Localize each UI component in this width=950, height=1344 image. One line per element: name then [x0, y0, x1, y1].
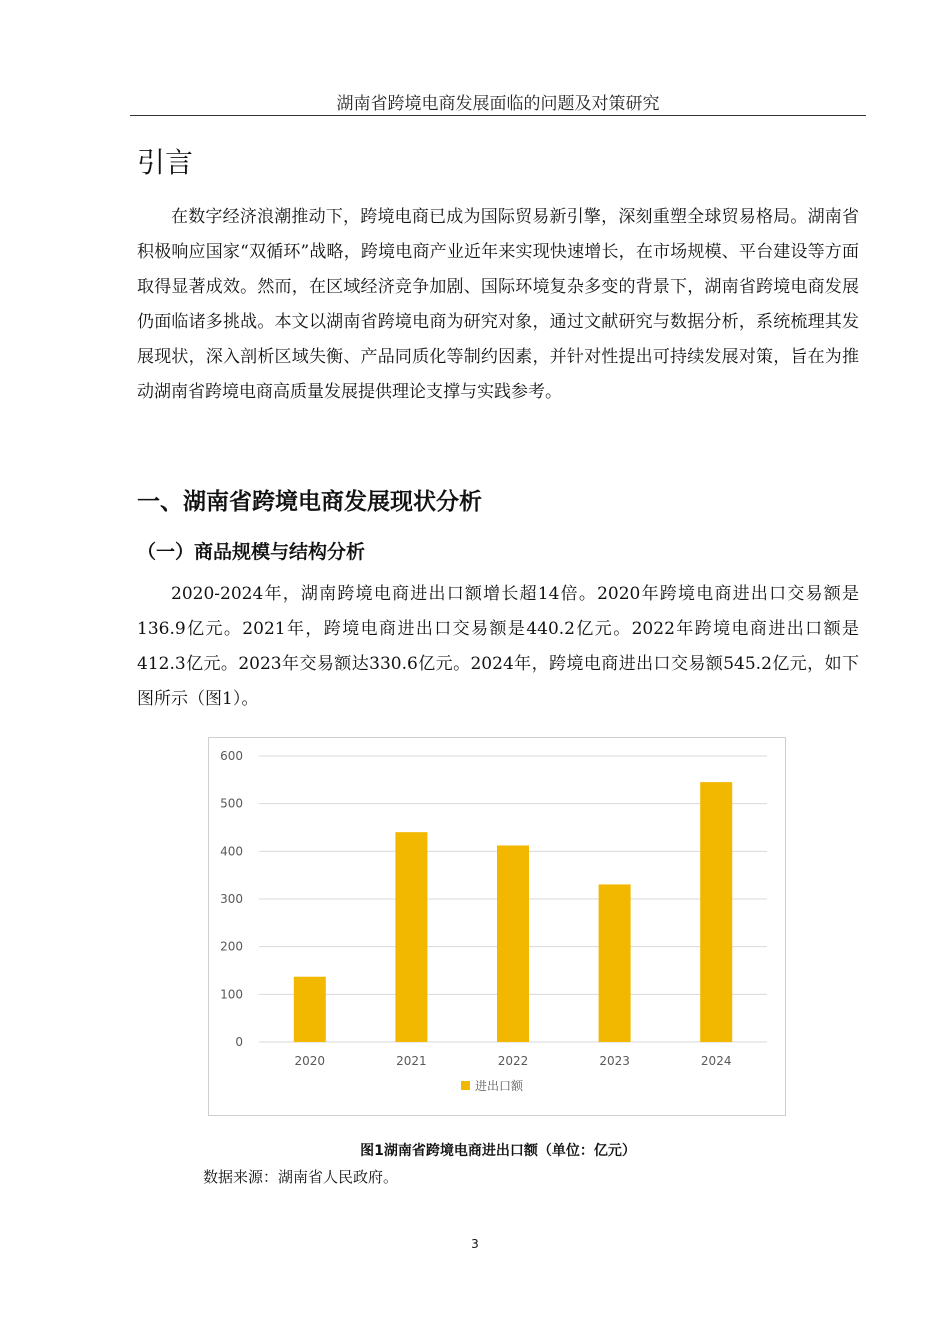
page-number: 3: [471, 1237, 479, 1251]
y-tick-label: 0: [235, 1035, 243, 1049]
intro-heading: 引言: [137, 146, 194, 179]
figure-caption: 图1湖南省跨境电商进出口额（单位：亿元）: [360, 1143, 636, 1159]
y-tick-label: 100: [220, 987, 243, 1002]
subsection-heading: （一）商品规模与结构分析: [137, 541, 366, 563]
section-heading: 一、湖南省跨境电商发展现状分析: [137, 489, 482, 515]
bar-2023: [599, 884, 631, 1042]
subsection-paragraph: 2020-2024年，湖南跨境电商进出口额增长超14倍。2020年跨境电商进出口交易额是136.9亿元。2021年，跨境电商进出口交易额是440.2亿元。2022年跨境电商进出口额是412.3亿元。2023年交易额达330.6亿元。2024年，跨境电商进出口交易额545.2亿元，如下图所示（图1）。: [137, 584, 859, 709]
y-tick-label: 600: [220, 749, 243, 763]
bar-chart: [208, 737, 786, 1116]
x-tick-label: 2022: [497, 1054, 529, 1068]
bar-2022: [497, 845, 529, 1042]
bar-2020: [294, 977, 326, 1042]
header-rule: [130, 115, 866, 116]
y-tick-label: 200: [220, 939, 243, 954]
bar-chart-svg: [209, 738, 785, 1115]
figure-source: 数据来源：湖南省人民政府。: [203, 1168, 399, 1186]
y-tick-label: 500: [220, 796, 243, 811]
bar-2024: [700, 782, 732, 1042]
x-tick-label: 2023: [599, 1054, 630, 1068]
y-tick-label: 300: [220, 892, 243, 906]
x-tick-label: 2024: [700, 1054, 732, 1068]
x-tick-label: 2020: [294, 1054, 326, 1068]
x-tick-label: 2021: [396, 1054, 427, 1068]
running-header: 湖南省跨境电商发展面临的问题及对策研究: [336, 94, 660, 114]
legend-label: 进出口额: [475, 1079, 524, 1093]
legend-swatch: [461, 1081, 470, 1090]
y-tick-label: 400: [220, 844, 243, 859]
intro-paragraph: 在数字经济浪潮推动下，跨境电商已成为国际贸易新引擎，深刻重塑全球贸易格局。湖南省积极响应国家“双循环”战略，跨境电商产业近年来实现快速增长，在市场规模、平台建设等方面取得显著成效。然而，在区域经济竞争加剧、国际环境复杂多变的背景下，湖南省跨境电商发展仍面临诸多挑战。本文以湖南省跨境电商为研究对象，通过文献研究与数据分析，系统梳理其发展现状，深入剖析区域失衡、产品同质化等制约因素，并针对性提出可持续发展对策，旨在为推动湖南省跨境电商高质量发展提供理论支撑与实践参考。: [137, 207, 859, 402]
bar-2021: [395, 832, 427, 1042]
